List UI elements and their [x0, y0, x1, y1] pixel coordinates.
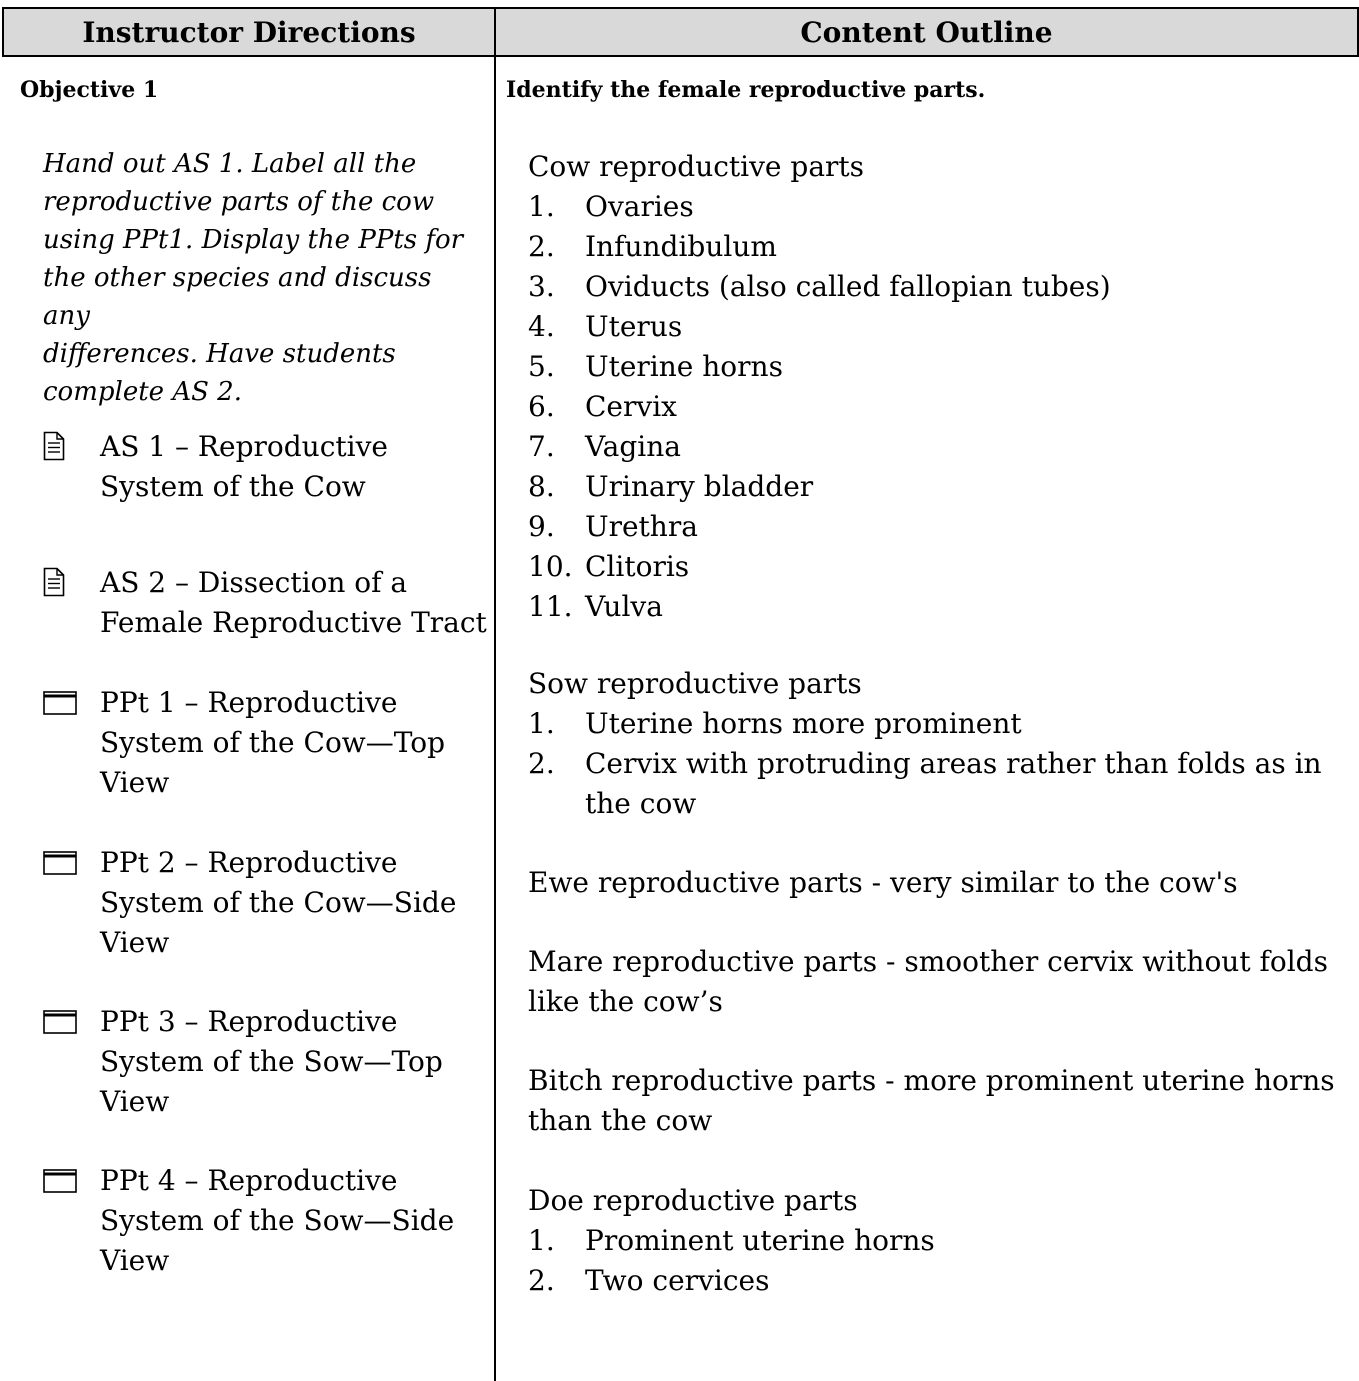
resource-line: PPt 4 – Reproductive — [100, 1164, 398, 1197]
directions-line: differences. Have students — [43, 339, 396, 369]
section-title: Sow reproductive parts — [528, 667, 862, 700]
list-text: Vagina — [585, 430, 681, 463]
resource-line: View — [100, 926, 170, 959]
resource-line: System of the Cow — [100, 470, 366, 503]
list-item — [528, 267, 1348, 307]
doe-section — [528, 1181, 1348, 1301]
list-text: Vulva — [585, 590, 663, 623]
section-text-line: Bitch reproductive parts - more prominent uterine horns — [528, 1064, 1335, 1097]
resource-line: AS 2 – Dissection of a — [100, 566, 408, 599]
list-text: Infundibulum — [585, 230, 777, 263]
ewe-section — [528, 863, 1348, 903]
resource-line: AS 1 – Reproductive — [100, 430, 388, 463]
list-number: 7. — [528, 430, 555, 463]
resource-line: PPt 2 – Reproductive — [100, 846, 398, 879]
list-item — [528, 467, 1348, 507]
resource-as2 — [43, 563, 491, 643]
list-item — [528, 507, 1348, 547]
list-item — [528, 227, 1348, 267]
list-number: 4. — [528, 310, 555, 343]
list-text: Cervix with protruding areas rather than folds as in — [585, 747, 1322, 780]
resource-ppt3 — [43, 1002, 491, 1122]
cow-parts-list — [528, 187, 1348, 627]
list-number: 2. — [528, 747, 555, 780]
resource-ppt2 — [43, 843, 491, 963]
bitch-section — [528, 1061, 1348, 1141]
list-text: Prominent uterine horns — [585, 1224, 935, 1257]
list-text: Uterus — [585, 310, 683, 343]
slide-icon — [43, 1169, 77, 1193]
list-number: 1. — [528, 190, 555, 223]
objective-label: Objective 1 — [20, 77, 159, 103]
list-number: 3. — [528, 270, 555, 303]
sow-parts-list — [528, 704, 1348, 824]
list-item — [528, 347, 1348, 387]
document-icon — [43, 567, 65, 597]
list-number: 1. — [528, 1224, 555, 1257]
cow-section — [528, 147, 1348, 627]
list-number: 10. — [528, 550, 573, 583]
list-text: Urinary bladder — [585, 470, 814, 503]
resource-as1 — [43, 427, 491, 507]
list-text: Urethra — [585, 510, 698, 543]
doe-parts-list — [528, 1221, 1348, 1301]
resource-line: System of the Cow—Side — [100, 886, 457, 919]
list-text: Uterine horns more prominent — [585, 707, 1022, 740]
resource-line: Female Reproductive Tract — [100, 606, 487, 639]
slide-icon — [43, 691, 77, 715]
directions-text — [43, 145, 483, 411]
slide-icon — [43, 851, 77, 875]
section-title: Ewe reproductive parts - very similar to the cow's — [528, 866, 1238, 899]
list-number: 2. — [528, 1264, 555, 1297]
objective-title: Identify the female reproductive parts. — [506, 77, 986, 103]
list-item — [528, 587, 1348, 627]
directions-line: reproductive parts of the cow — [43, 187, 435, 217]
resource-line: View — [100, 1244, 170, 1277]
list-text: Ovaries — [585, 190, 694, 223]
list-number: 9. — [528, 510, 555, 543]
resource-line: System of the Sow—Side — [100, 1204, 455, 1237]
list-item — [528, 744, 1348, 824]
list-number: 5. — [528, 350, 555, 383]
sow-section — [528, 664, 1348, 824]
list-item — [528, 547, 1348, 587]
slide-icon — [43, 1010, 77, 1034]
resource-ppt4 — [43, 1161, 491, 1281]
section-text-line: like the cow’s — [528, 985, 723, 1018]
list-item — [528, 187, 1348, 227]
list-text: Cervix — [585, 390, 677, 423]
instructor-directions-column — [0, 57, 494, 1381]
table-header — [2, 7, 1359, 57]
resource-line: View — [100, 766, 170, 799]
resource-line: System of the Sow—Top — [100, 1045, 443, 1078]
list-number: 11. — [528, 590, 573, 623]
section-text-line: Mare reproductive parts - smoother cervix without folds — [528, 945, 1328, 978]
list-number: 6. — [528, 390, 555, 423]
directions-line: using PPt1. Display the PPts for — [43, 225, 464, 255]
list-item — [528, 1261, 1348, 1301]
list-item — [528, 387, 1348, 427]
list-item — [528, 307, 1348, 347]
content-outline-column — [496, 57, 1359, 1381]
list-text: Uterine horns — [585, 350, 783, 383]
directions-line: complete AS 2. — [43, 377, 242, 407]
list-item — [528, 427, 1348, 467]
section-title: Cow reproductive parts — [528, 150, 865, 183]
list-number: 1. — [528, 707, 555, 740]
list-text-continued: the cow — [585, 787, 697, 820]
list-text: Two cervices — [585, 1264, 770, 1297]
list-item — [528, 1221, 1348, 1261]
resource-line: System of the Cow—Top — [100, 726, 446, 759]
resource-line: View — [100, 1085, 170, 1118]
section-title: Doe reproductive parts — [528, 1184, 858, 1217]
resource-line: PPt 1 – Reproductive — [100, 686, 398, 719]
directions-line: Hand out AS 1. Label all the — [43, 149, 417, 179]
resource-ppt1 — [43, 683, 491, 803]
directions-line: the other species and discuss any — [43, 263, 432, 331]
resource-line: PPt 3 – Reproductive — [100, 1005, 398, 1038]
list-text: Clitoris — [585, 550, 690, 583]
document-icon — [43, 431, 65, 461]
mare-section — [528, 942, 1348, 1022]
list-item — [528, 704, 1348, 744]
instructor-directions-heading: Instructor Directions — [4, 9, 496, 55]
section-text-line: than the cow — [528, 1104, 713, 1137]
list-text: Oviducts (also called fallopian tubes) — [585, 270, 1111, 303]
list-number: 2. — [528, 230, 555, 263]
content-outline-heading: Content Outline — [800, 15, 1053, 49]
list-number: 8. — [528, 470, 555, 503]
